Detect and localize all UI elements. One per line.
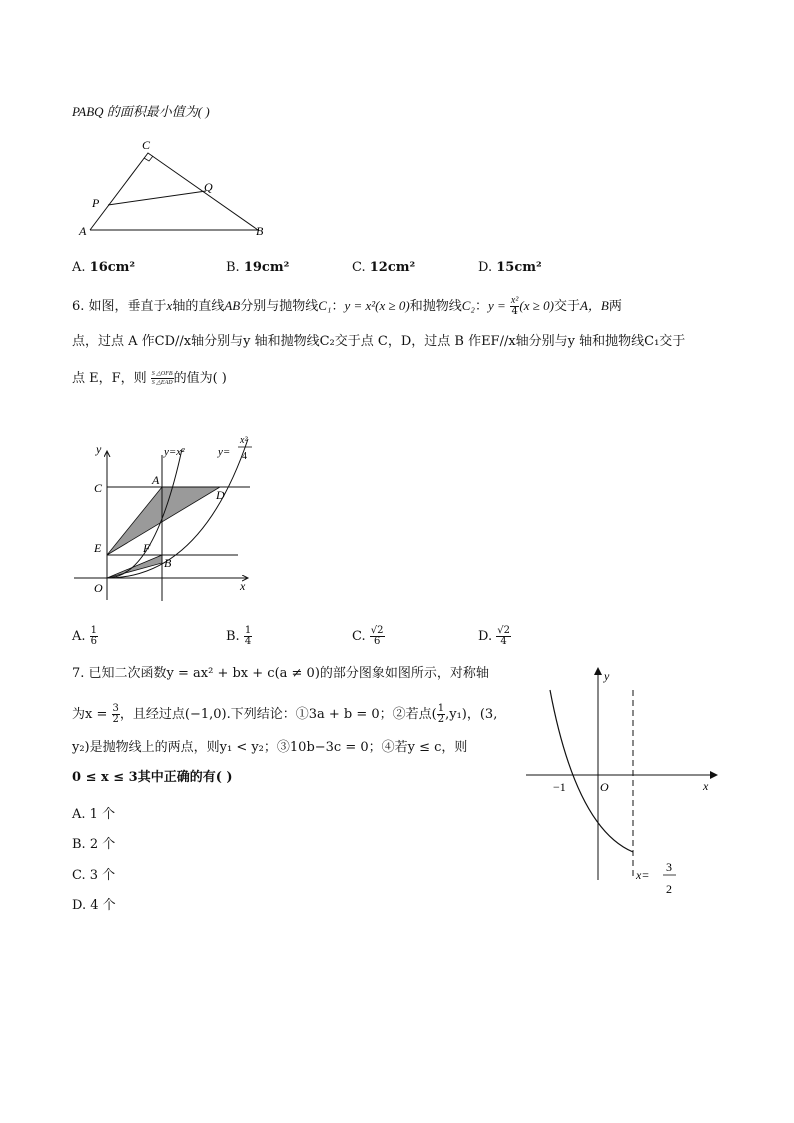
q5-option-d[interactable]: D. 15cm² xyxy=(478,260,542,275)
svg-text:D: D xyxy=(216,488,225,502)
parabola xyxy=(550,690,633,852)
svg-text:x: x xyxy=(703,779,709,793)
svg-text:x: x xyxy=(240,579,246,593)
q6-line-1: 6. 如图，垂直于x轴的直线AB分别与抛物线C₁：y = x²(x ≥ 0)和抛物线C₂：y = $\frac{\text{x²}}{4}$ (x ≥ 0)交于A，B两 xyxy=(72,295,622,317)
q5-triangle-figure xyxy=(70,135,280,245)
svg-text:F: F xyxy=(143,541,151,555)
label-P: P xyxy=(92,196,100,210)
svg-text:y=x²: y=x² xyxy=(164,446,185,458)
q5-option-c[interactable]: C. 12cm² xyxy=(352,260,416,275)
q7-line-2: 为x = $\frac{3}{2}$ ，且经过点(−1,0).下列结论：①3a + b = 0；②若点( $\frac{1}{2}$ ,y₁)，(3, xyxy=(72,703,498,725)
svg-text:y=: y= xyxy=(218,446,231,458)
svg-text:4: 4 xyxy=(242,451,247,462)
svg-text:2: 2 xyxy=(666,882,672,896)
q5-option-a[interactable]: A. 16cm² xyxy=(72,260,136,275)
svg-text:x=: x= xyxy=(636,868,650,882)
q7-line-1: 7. 已知二次函数y = ax² + bx + c(a ≠ 0)的部分图象如图所示，对称轴 xyxy=(72,666,489,681)
q7-option-a[interactable]: A. 1 个 xyxy=(72,807,116,822)
q7-line-3: y₂)是抛物线上的两点，则y₁ < y₂；③10b−3c = 0；④若y ≤ c，则 xyxy=(72,740,468,755)
q7-option-c[interactable]: C. 3 个 xyxy=(72,868,116,883)
q6-parabola-figure xyxy=(70,425,270,605)
svg-text:y: y xyxy=(604,669,610,683)
svg-text:O: O xyxy=(94,581,103,595)
q6-option-d[interactable]: D. $\frac{√2}{4}$ xyxy=(478,625,510,647)
triangle-EAD xyxy=(107,487,220,555)
label-B: B xyxy=(256,224,264,238)
svg-text:y: y xyxy=(96,442,102,456)
svg-text:3: 3 xyxy=(666,860,672,874)
q7-option-d[interactable]: D. 4 个 xyxy=(72,898,116,913)
svg-text:E: E xyxy=(94,541,102,555)
svg-text:B: B xyxy=(164,556,172,570)
q6-option-a[interactable]: A. $\frac{1}{6}$ xyxy=(72,625,98,647)
q6-line-2: 点，过点 A 作CD//x轴分别与y 轴和抛物线C₂交于点 C，D，过点 B 作EF//x轴分别与y 轴和抛物线C₁交于 xyxy=(72,334,686,349)
q5-stem-tail: PABQ 的面积最小值为( ) xyxy=(72,104,210,119)
svg-text:O: O xyxy=(600,780,609,794)
label-C: C xyxy=(142,138,151,152)
q5-option-b[interactable]: B. 19cm² xyxy=(226,260,290,275)
label-A: A xyxy=(79,224,87,238)
svg-text:C: C xyxy=(94,481,103,495)
q7-parabola-figure xyxy=(520,660,730,905)
svg-text:−1: −1 xyxy=(553,780,566,794)
q6-line-3: 点 E，F，则 $\frac{\text{S △OFB}}{\text{S △EAD}}$ 的值为( ) xyxy=(72,371,227,386)
q6-option-b[interactable]: B. $\frac{1}{4}$ xyxy=(226,625,252,647)
q6-option-c[interactable]: C. $\frac{√2}{6}$ xyxy=(352,625,384,647)
svg-text:A: A xyxy=(152,473,160,487)
q7-option-b[interactable]: B. 2 个 xyxy=(72,837,116,852)
svg-text:x²: x² xyxy=(240,435,248,446)
q7-line-4: 0 ≤ x ≤ 3其中正确的有( ) xyxy=(72,770,233,785)
label-Q: Q xyxy=(204,180,213,194)
